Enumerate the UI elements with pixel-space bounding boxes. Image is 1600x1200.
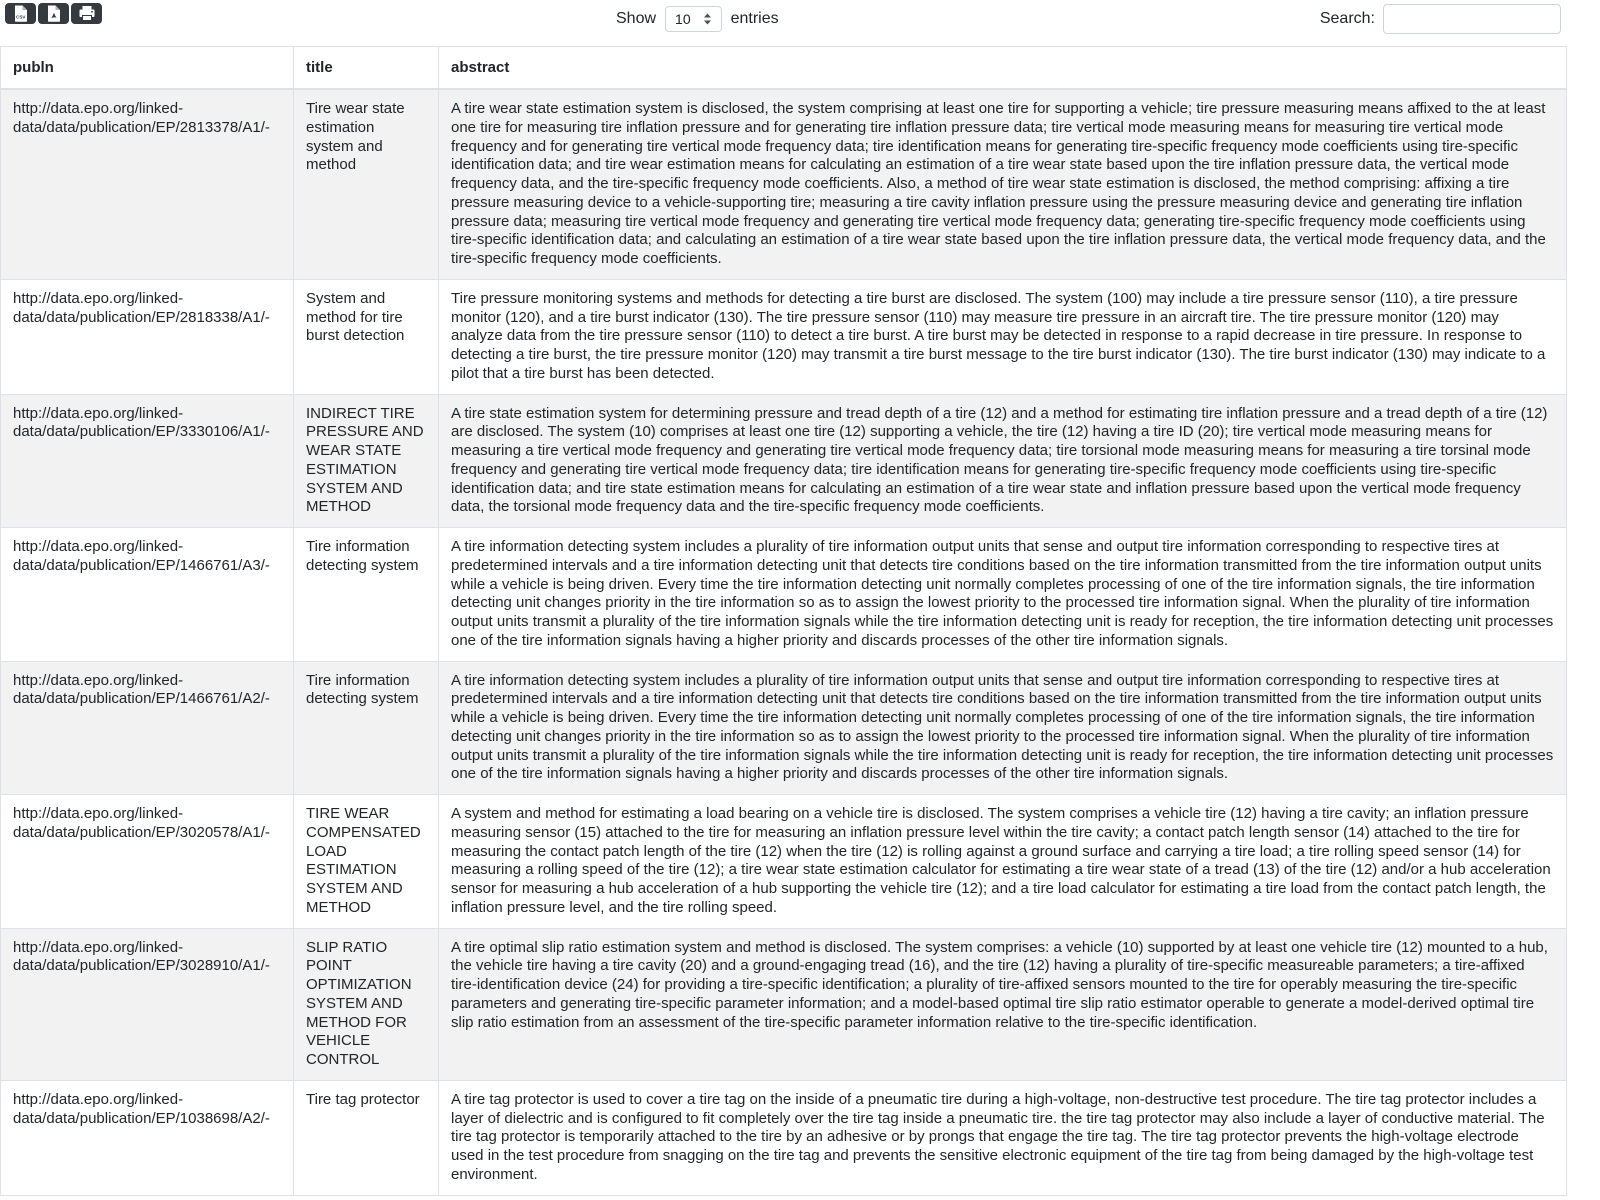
select-arrows-icon — [703, 13, 712, 25]
cell-abstract: A tire information detecting system includes a plurality of tire information output units that sense and output tire information corresponding to respective tires at predetermined intervals and a tire information detecting unit that detects tire conditions based on the tire information transmitted from the tire information output units while a vehicle is being driven. Every time the tire information detecting unit normally completes processing of one of the tire information signals, the tire information detecting unit changes priority in the tire information so as to assign the lowest priority to the processed tire information signal. When the plurality of tire information output units transmit a plurality of the tire information signals while the tire information detecting unit is ready for reception, the tire information detecting unit processes one of the tire information signals having a higher priority and discards processes of the other tire information signals. — [439, 661, 1567, 795]
page-length-value: 10 — [675, 11, 691, 27]
table-row — [1, 1080, 1567, 1195]
cell-title: Tire information detecting system — [294, 661, 439, 795]
cell-abstract: A system and method for estimating a load bearing on a vehicle tire is disclosed. The system comprises a vehicle tire (12) having a tire cavity; an inflation pressure measuring sensor (15) attached to the tire for measuring an inflation pressure level within the tire cavity; a contact patch length sensor (14) attached to the tire for measuring the contact patch length of the tire (12) when the tire (12) is rolling against a ground surface and carrying a tire load; a tire rolling speed sensor (14) for measuring a rolling speed of the tire (12); a tire wear state estimation calculator for estimating a tire wear state of a tread (13) of the tire (12) and/or a hub acceleration sensor for measuring a hub acceleration of a hub supporting the vehicle tire (12); and a tire load calculator for estimating a tire load from the contact patch length, the inflation pressure level, and the tire rolling speed. — [439, 795, 1567, 929]
table-row — [1, 394, 1567, 528]
column-header-abstract[interactable]: abstract — [439, 47, 1567, 90]
search-input[interactable] — [1383, 4, 1561, 34]
cell-abstract: A tire state estimation system for determining pressure and tread depth of a tire (12) and a method for estimating tire inflation pressure and a tread depth of a tire (12) are disclosed. The system (10) comprises at least one tire (12) supporting a vehicle, the tire (12) having a tire ID (20); tire vertical mode measuring means for measuring a tire vertical mode frequency and generating tire vertical mode frequency data; tire torsional mode measuring means for measuring a tire torsinal mode frequency and generating tire vertical mode frequency data; tire identification means for generating tire-specific frequency mode coefficients using tire-specific identification data; and tire state estimation means for calculating an estimation of a tire wear state and inflation pressure based upon the vertical mode frequency data, the torsional mode frequency data and the tire-specific frequency mode coefficients. — [439, 394, 1567, 528]
cell-title: Tire information detecting system — [294, 528, 439, 662]
table-body — [1, 89, 1567, 1195]
column-header-publn[interactable]: publn — [1, 47, 294, 90]
csv-export-button[interactable] — [5, 3, 36, 24]
entries-label: entries — [730, 10, 779, 27]
table-controls-bar — [0, 0, 1600, 46]
print-button[interactable] — [71, 3, 102, 24]
cell-publn: http://data.epo.org/linked-data/data/publication/EP/1466761/A2/- — [1, 661, 294, 795]
cell-abstract: A tire information detecting system includes a plurality of tire information output units that sense and output tire information corresponding to respective tires at predetermined intervals and a tire information detecting unit that detects tire conditions based on the tire information transmitted from the tire information output units while a vehicle is being driven. Every time the tire information detecting unit normally completes processing of one of the tire information signals, the tire information detecting unit changes priority in the tire information so as to assign the lowest priority to the processed tire information signal. When the plurality of tire information output units transmit a plurality of the tire information signals while the tire information detecting unit is ready for reception, the tire information detecting unit processes one of the tire information signals having a higher priority and discards processes of the other tire information signals. — [439, 528, 1567, 662]
column-header-title[interactable]: title — [294, 47, 439, 90]
cell-publn: http://data.epo.org/linked-data/data/publication/EP/2813378/A1/- — [1, 89, 294, 279]
cell-title: TIRE WEAR COMPENSATED LOAD ESTIMATION SYSTEM AND METHOD — [294, 795, 439, 929]
csv-file-icon — [14, 5, 28, 22]
pdf-file-icon — [47, 5, 61, 22]
cell-abstract: A tire wear state estimation system is disclosed, the system comprising at least one tire for supporting a vehicle; tire pressure measuring means affixed to the at least one tire for measuring tire inflation pressure and for generating tire inflation pressure data; tire vertical mode measuring means for measuring tire vertical mode frequency and for generating tire vertical mode frequency data; tire identification means for generating tire-specific frequency mode coefficients using tire-specific identification data; and tire wear estimation means for calculating an estimation of a tire wear state based upon the tire inflation pressure data, the vertical mode frequency data, and the tire-specific frequency mode coefficients. Also, a method of tire wear state estimation is disclosed, the method comprising: affixing a tire pressure measuring device to a vehicle-supporting tire; measuring a tire cavity inflation pressure using the pressure measuring device and generating tire inflation pressure data; measuring tire vertical mode frequency and generating tire vertical mode frequency data; generating tire-specific frequency mode coefficients using tire-specific identification data; and calculating an estimation of a tire wear state based upon the tire inflation pressure data, the vertical mode frequency data, and the tire-specific frequency mode coefficients. — [439, 89, 1567, 279]
cell-title: Tire tag protector — [294, 1080, 439, 1195]
search-control — [1320, 3, 1561, 35]
print-icon — [79, 6, 95, 21]
export-button-group — [5, 3, 102, 24]
cell-title: SLIP RATIO POINT OPTIMIZATION SYSTEM AND METHOD FOR VEHICLE CONTROL — [294, 928, 439, 1080]
svg-text:CSV: CSV — [15, 14, 25, 20]
table-header — [1, 47, 1567, 90]
cell-publn: http://data.epo.org/linked-data/data/publication/EP/1038698/A2/- — [1, 1080, 294, 1195]
table-row — [1, 661, 1567, 795]
cell-abstract: A tire optimal slip ratio estimation system and method is disclosed. The system comprises: a vehicle (10) supported by at least one vehicle tire (12) mounted to a hub, the vehicle tire having a tire cavity (20) and a ground-engaging tread (16), and the tire (12) having a plurality of tire-specific measureable parameters; a tire-affixed tire-identification device (24) for providing a tire-specific identification; a plurality of tire-affixed sensors mounted to the tire for operably measuring the tire-specific parameters and generating tire-specific parameter information; and a model-based optimal tire slip ratio estimator operable to generate a model-derived optimal tire slip ratio estimation from an assessment of the tire-specific parameter information relative to the tire-specific identification. — [439, 928, 1567, 1080]
show-label: Show — [616, 10, 657, 27]
cell-abstract: A tire tag protector is used to cover a tire tag on the inside of a pneumatic tire during a high-voltage, non-destructive test procedure. The tire tag protector includes a layer of dielectric and is configured to fit completely over the tire tag inside a pneumatic tire. the tire tag protector may also include a layer of conductive material. The tire tag protector is temporarily attached to the tire by an adhesive or by prongs that engage the tire tag. The tire tag protector prevents the high-voltage electrode used in the test procedure from snagging on the tire tag and prevents the sensitive electronic equipment of the tire tag from being damaged by the high-voltage test environment. — [439, 1080, 1567, 1195]
cell-abstract: Tire pressure monitoring systems and methods for detecting a tire burst are disclosed. The system (100) may include a tire pressure sensor (110), a tire pressure monitor (120), and a tire burst indicator (130). The tire pressure sensor (110) may measure tire pressure in an aircraft tire. The tire pressure monitor (120) may analyze data from the tire pressure sensor (110) to detect a tire burst. A tire burst may be detected in response to a rapid decrease in tire pressure. In response to detecting a tire burst, the tire pressure monitor (120) may transmit a tire burst message to the tire burst indicator (130). The tire burst indicator (130) may indicate to a pilot that a tire burst has been detected. — [439, 279, 1567, 394]
cell-publn: http://data.epo.org/linked-data/data/publication/EP/1466761/A3/- — [1, 528, 294, 662]
header-row — [1, 47, 1567, 90]
search-label: Search: — [1319, 10, 1375, 27]
table-row — [1, 89, 1567, 279]
cell-publn: http://data.epo.org/linked-data/data/publication/EP/2818338/A1/- — [1, 279, 294, 394]
cell-publn: http://data.epo.org/linked-data/data/publication/EP/3330106/A1/- — [1, 394, 294, 528]
page-length-control — [616, 3, 779, 35]
cell-publn: http://data.epo.org/linked-data/data/publication/EP/3028910/A1/- — [1, 928, 294, 1080]
cell-title: System and method for tire burst detection — [294, 279, 439, 394]
table-row — [1, 795, 1567, 929]
cell-title: Tire wear state estimation system and method — [294, 89, 439, 279]
table-row — [1, 928, 1567, 1080]
pdf-export-button[interactable] — [38, 3, 69, 24]
page-length-select[interactable] — [665, 6, 722, 32]
table-row — [1, 528, 1567, 662]
table-row — [1, 279, 1567, 394]
cell-publn: http://data.epo.org/linked-data/data/publication/EP/3020578/A1/- — [1, 795, 294, 929]
cell-title: INDIRECT TIRE PRESSURE AND WEAR STATE ESTIMATION SYSTEM AND METHOD — [294, 394, 439, 528]
patents-table — [0, 46, 1567, 1196]
